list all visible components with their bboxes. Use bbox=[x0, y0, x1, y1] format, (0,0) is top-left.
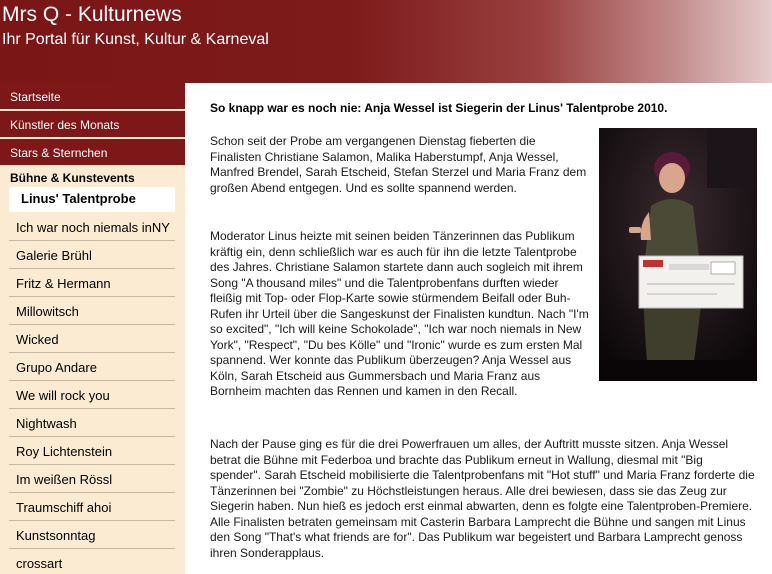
nav-subitem[interactable]: Millowitsch bbox=[9, 298, 175, 325]
article-paragraph: Nach der Pause ging es für die drei Powerfrauen um alles, der Auftritt musste sitzen. Anja Wessel betrat die Bühne mit Federboa und brachte das Publikum erneut in Wallung, diesmal mit "Big spender". Sarah Etscheid mobilisierte die Talentprobenfans mit "Hot stuff" und Maria Franz forderte die Tänzerinnen bei "Zombie" zu Höchstleistungen heraus. Alle drei bewiesen, dass sie das Zeug zur Siegerin haben. Nun hieß es jedoch erst einmal abwarten, denn es folgte eine Talentproben-Premiere. Alle Finalisten betraten gemeinsam mit Casterin Barbara Lamprecht die Bühne und sangen mit Linus den Song "That's what friends are for". Das Publikum war begeistert und Barbara Lamprecht genoss ihren Sonderapplaus. bbox=[210, 437, 755, 560]
singer-with-check-image bbox=[599, 128, 757, 381]
article-paragraph: Schon seit der Probe am vergangenen Dienstag fieberten die Finalisten Christiane Salamon, Malika Haberstumpf, Anja Wessel, Manfred Brendel, Sarah Etscheid, Stefan Sterzel und Maria Franz dem großen Abend entgegen. Und es sollte spannend werden. bbox=[210, 134, 587, 195]
site-header bbox=[0, 0, 772, 83]
nav-subitem[interactable]: Roy Lichtenstein bbox=[9, 438, 175, 465]
nav-item-stars-und-sternchen[interactable]: Stars & Sternchen bbox=[0, 139, 185, 166]
nav-item-active-linus-talentprobe[interactable]: Linus' Talentprobe bbox=[9, 187, 175, 212]
nav-item-startseite[interactable]: Startseite bbox=[0, 83, 185, 110]
nav-subitem[interactable]: crossart bbox=[16, 556, 63, 571]
site-subtitle: Ihr Portal für Kunst, Kultur & Karneval bbox=[2, 31, 269, 48]
nav-subitem[interactable]: We will rock you bbox=[9, 382, 175, 409]
nav-subitem[interactable]: Im weißen Rössl bbox=[9, 466, 175, 493]
nav-subitem[interactable]: Kunstsonntag bbox=[9, 522, 175, 549]
sidebar-nav bbox=[0, 83, 185, 574]
nav-subitem[interactable]: Ich war noch niemals inNY bbox=[9, 214, 175, 241]
nav-item-kuenstler-des-monats[interactable]: Künstler des Monats bbox=[0, 111, 185, 138]
article-paragraph: Moderator Linus heizte mit seinen beiden Tänzerinnen das Publikum kräftig ein, denn schließlich war es auch für ihn die letzte Talentprobe des Jahres. Christiane Salamon startete dann auch sogleich mit ihrem Song "A thousand miles" und die Talentprobenfans durften wieder fleißig mit Top- oder Flop-Karte sowie stürmendem Beifall oder Buh-Rufen ihr Urteil über die Sangeskunst der Finalisten kundtun. Nach "I'm so excited", "Ich will keine Schokolade", "Ich war noch niemals in New York", "Respect", "Du bes Kölle" und "Ironic" wurde es zum ersten Mal spannend. Wer konnte das Publikum überzeugen? Anja Wessel aus Köln, Sarah Etscheid aus Gummersbach und Maria Franz aus Bornheim machten das Rennen und kamen in den Recall. bbox=[210, 229, 589, 398]
nav-subitem[interactable]: Nightwash bbox=[9, 410, 175, 437]
nav-section-header[interactable]: Bühne & Kunstevents bbox=[10, 171, 135, 185]
site-title: Mrs Q - Kulturnews bbox=[2, 3, 182, 26]
nav-subitem[interactable]: Wicked bbox=[9, 326, 175, 353]
article-content bbox=[210, 83, 760, 574]
article-photo bbox=[599, 128, 757, 381]
nav-subitem[interactable]: Galerie Brühl bbox=[9, 242, 175, 269]
nav-subitem[interactable]: Traumschiff ahoi bbox=[9, 494, 175, 521]
nav-subitem[interactable]: Fritz & Hermann bbox=[9, 270, 175, 297]
nav-subitem[interactable]: Grupo Andare bbox=[9, 354, 175, 381]
article-title: So knapp war es noch nie: Anja Wessel ist Siegerin der Linus' Talentprobe 2010. bbox=[210, 101, 668, 115]
